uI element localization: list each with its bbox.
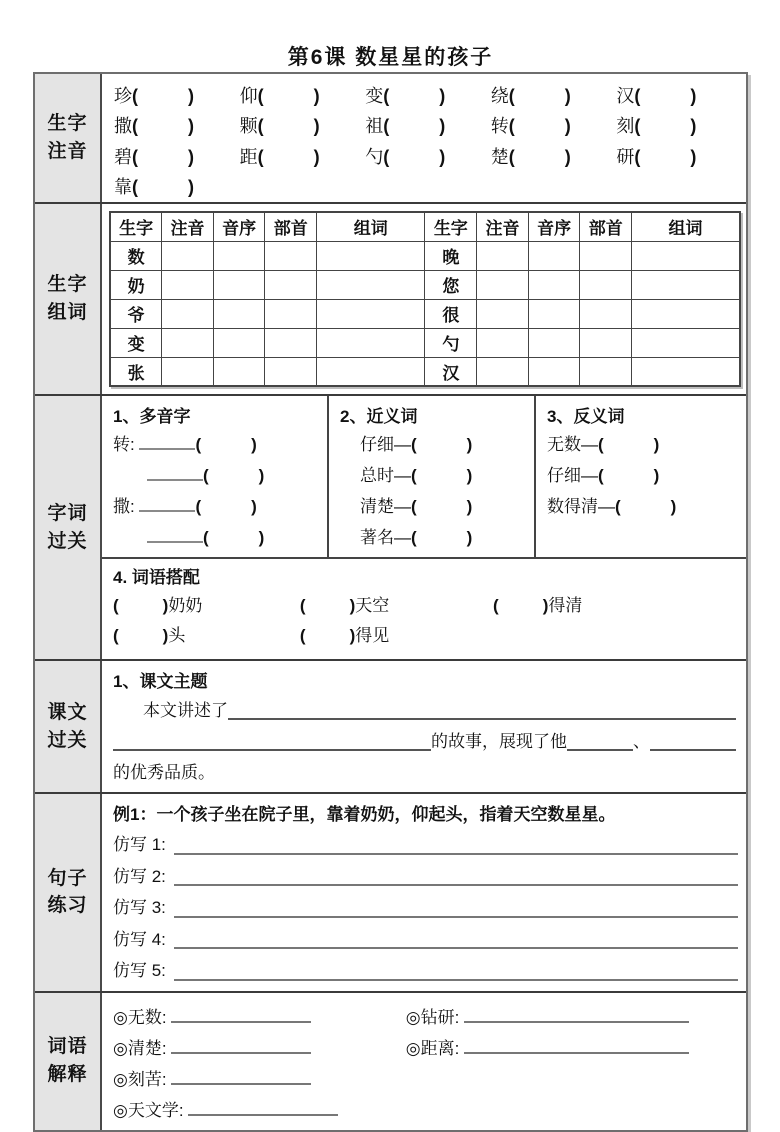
collocation-word: 得清 [548, 596, 583, 615]
definition-row [113, 1002, 736, 1033]
theme-line-1 [113, 695, 736, 726]
character: 祖 [365, 116, 384, 137]
polyphone-line [113, 491, 323, 522]
theme-text: 本文讲述了 [143, 701, 228, 720]
empty-cell [528, 299, 580, 328]
paren-open: ( [299, 596, 306, 615]
paren-close: ) [466, 497, 473, 516]
empty-cell [632, 357, 740, 386]
blank-line [174, 916, 738, 918]
antonym-word: 数得清— [547, 497, 615, 516]
separator: 、 [633, 732, 650, 751]
pinyin-item [114, 142, 240, 172]
paren-close: ) [564, 116, 571, 137]
pinyin-grid [102, 74, 746, 202]
blank-line [174, 979, 738, 981]
paren-open: ( [411, 528, 417, 547]
imitation-line [113, 892, 738, 924]
blank-line [464, 1040, 689, 1054]
blank-line [174, 884, 738, 886]
char-cell: 勺 [425, 328, 477, 357]
paren-close: ) [439, 86, 446, 106]
bullet-icon: ◎ [113, 1100, 128, 1120]
bullet-icon: ◎ [405, 1038, 421, 1058]
char-cell: 爷 [110, 299, 162, 328]
collocation-block [102, 557, 746, 659]
blank-line [650, 749, 736, 751]
definition-word: 刻苦: [127, 1069, 167, 1089]
character: 距 [239, 146, 258, 167]
paren-close: ) [313, 146, 320, 167]
paren-open: ( [598, 466, 604, 485]
paren-close: ) [466, 466, 473, 485]
char-cell: 张 [110, 357, 162, 386]
empty-cell [213, 270, 265, 299]
pinyin-item [114, 81, 240, 111]
pinyin-item [365, 142, 491, 172]
section-label-text: 生字注音 [47, 113, 88, 162]
worksheet-table [33, 72, 748, 1132]
definition-item [406, 1002, 689, 1033]
collocation-item [493, 591, 736, 620]
empty-cell [265, 241, 317, 270]
empty-cell [265, 357, 317, 386]
pinyin-item [240, 142, 366, 172]
character: 珍 [114, 86, 132, 106]
paren-close: ) [690, 116, 697, 137]
sentence-practice-content [102, 794, 746, 991]
section-label-text: 句子练习 [47, 867, 88, 917]
bullet-icon: ◎ [113, 1069, 128, 1089]
paren-open: ( [634, 86, 641, 106]
character: 刻 [616, 116, 635, 137]
paren-close: ) [466, 528, 473, 547]
theme-text: 的故事，展现了他 [431, 732, 567, 751]
imitation-label: 仿写 5: [113, 961, 166, 980]
paren-close: ) [439, 116, 446, 137]
paren-close: ) [251, 435, 257, 454]
pinyin-item [240, 81, 366, 111]
polyphone-line [113, 429, 323, 460]
empty-cell [580, 357, 632, 386]
paren-open: ( [411, 497, 417, 516]
synonym-line [340, 429, 530, 460]
paren-open: ( [493, 596, 499, 615]
paren-close: ) [653, 435, 660, 454]
polyphone-column [102, 396, 329, 557]
paren-open: ( [615, 497, 621, 516]
polyphone-title: 1、多音字 [113, 407, 191, 426]
character: 楚 [490, 146, 509, 167]
blank-line [228, 718, 736, 720]
collocation-item [113, 621, 300, 650]
synonym-word: 总时— [360, 466, 411, 485]
empty-cell [580, 241, 632, 270]
empty-cell [528, 241, 580, 270]
section-label-words-drill [35, 396, 102, 659]
paren-open: ( [299, 626, 306, 645]
character: 转 [490, 116, 509, 137]
text-theme-content [102, 661, 746, 792]
paren-close: ) [439, 146, 446, 167]
table-row [110, 241, 740, 270]
imitation-label: 仿写 2: [113, 866, 166, 886]
empty-cell [317, 357, 425, 386]
empty-cell [162, 328, 214, 357]
blank-line [147, 467, 203, 481]
collocation-row [113, 591, 736, 620]
paren-close: ) [188, 176, 194, 197]
empty-cell [528, 357, 580, 386]
empty-cell [632, 328, 740, 357]
character: 颗 [239, 116, 258, 137]
pinyin-item [616, 142, 742, 172]
empty-cell [213, 328, 265, 357]
antonym-title: 3、反义词 [547, 407, 625, 426]
blank-line [171, 1009, 311, 1023]
col-header: 生字 [425, 212, 477, 241]
paren-open: ( [257, 86, 264, 106]
empty-cell [477, 299, 529, 328]
paren-open: ( [634, 146, 641, 167]
section-label-definitions [35, 993, 102, 1130]
synonym-line [340, 491, 530, 522]
synonym-column [329, 396, 536, 557]
paren-open: ( [383, 86, 390, 106]
blank-line [139, 498, 195, 512]
paren-open: ( [195, 497, 202, 516]
definitions-content [102, 993, 746, 1130]
antonym-line [547, 429, 742, 460]
paren-close: ) [258, 466, 265, 485]
section-label-sentence-practice [35, 794, 102, 991]
paren-open: ( [598, 435, 604, 454]
paren-open: ( [132, 116, 138, 137]
blank-line [464, 1009, 689, 1023]
col-header: 注音 [477, 212, 529, 241]
col-header: 注音 [162, 212, 214, 241]
collocation-word: 奶奶 [168, 596, 203, 615]
words-drill-content [102, 396, 746, 659]
paren-open: ( [634, 116, 641, 137]
pinyin-item [365, 111, 491, 141]
paren-close: ) [564, 146, 571, 167]
character: 绕 [490, 86, 509, 106]
polyphone-char: 转: [113, 435, 135, 454]
character: 变 [365, 86, 384, 106]
table-row [110, 299, 740, 328]
paren-close: ) [188, 146, 194, 167]
collocation-item [113, 591, 300, 620]
definition-item [406, 1033, 689, 1064]
table-row [110, 357, 740, 386]
empty-cell [528, 328, 580, 357]
character: 勺 [365, 146, 384, 167]
antonym-word: 仔细— [547, 466, 598, 485]
paren-open: ( [508, 116, 515, 137]
paren-close: ) [258, 528, 265, 547]
blank-line [188, 1102, 338, 1116]
col-header: 音序 [528, 212, 580, 241]
col-header: 音序 [213, 212, 265, 241]
imitation-line [113, 861, 738, 893]
empty-cell [317, 299, 425, 328]
paren-close: ) [162, 626, 169, 645]
blank-line [567, 749, 633, 751]
empty-cell [213, 299, 265, 328]
theme-title: 1、课文主题 [113, 672, 208, 691]
pinyin-item [114, 172, 240, 202]
paren-open: ( [508, 86, 515, 106]
empty-cell [477, 328, 529, 357]
empty-cell [477, 357, 529, 386]
empty-cell [528, 270, 580, 299]
paren-close: ) [162, 596, 169, 615]
definition-item [113, 1095, 406, 1126]
paren-open: ( [383, 146, 390, 167]
paren-open: ( [132, 146, 138, 167]
collocation-item [300, 591, 493, 620]
pinyin-item [491, 111, 617, 141]
definition-word: 清楚: [127, 1038, 167, 1058]
antonym-word: 无数— [547, 435, 598, 454]
imitation-line [113, 955, 738, 987]
synonym-word: 仔细— [360, 435, 411, 454]
char-cell: 您 [425, 270, 477, 299]
paren-open: ( [411, 435, 417, 454]
empty-cell [265, 328, 317, 357]
paren-open: ( [411, 466, 417, 485]
empty-cell [580, 328, 632, 357]
example-sentence: 例1：一个孩子坐在院子里，靠着奶奶，仰起头，指着天空数星星。 [113, 805, 616, 824]
paren-open: ( [113, 626, 119, 645]
paren-close: ) [188, 116, 194, 137]
paren-open: ( [113, 596, 119, 615]
char-cell: 很 [425, 299, 477, 328]
empty-cell [317, 241, 425, 270]
theme-line-2 [113, 726, 736, 757]
paren-close: ) [188, 86, 194, 106]
bullet-icon: ◎ [405, 1007, 421, 1027]
bullet-icon: ◎ [113, 1038, 128, 1058]
theme-line-3 [113, 757, 736, 788]
definition-word: 天文学: [127, 1100, 184, 1120]
paren-close: ) [670, 497, 677, 516]
empty-cell [580, 299, 632, 328]
table-row [110, 328, 740, 357]
pinyin-item [114, 111, 240, 141]
collocation-title: 4. 词语搭配 [113, 568, 200, 587]
empty-cell [213, 241, 265, 270]
char-cell: 数 [110, 241, 162, 270]
synonym-word: 著名— [360, 528, 411, 547]
definition-item [113, 1033, 406, 1064]
polyphone-line [113, 460, 323, 491]
definition-row [113, 1064, 736, 1095]
empty-cell [265, 270, 317, 299]
paren-close: ) [542, 596, 549, 615]
section-label-text: 课文过关 [47, 701, 88, 751]
blank-line [174, 853, 738, 855]
blank-line [171, 1040, 311, 1054]
indent [113, 695, 143, 726]
section-text-theme [35, 659, 746, 792]
paren-close: ) [653, 466, 660, 485]
paren-close: ) [690, 146, 697, 167]
empty-cell [213, 357, 265, 386]
imitation-label: 仿写 3: [113, 898, 166, 917]
empty-cell [265, 299, 317, 328]
imitation-line [113, 924, 738, 956]
col-header: 部首 [580, 212, 632, 241]
paren-open: ( [508, 146, 515, 167]
collocation-word: 头 [168, 626, 186, 645]
table-header-row [110, 212, 740, 241]
paren-close: ) [349, 626, 356, 645]
col-header: 生字 [110, 212, 162, 241]
col-header: 组词 [632, 212, 740, 241]
paren-open: ( [203, 528, 209, 547]
bullet-icon: ◎ [113, 1007, 128, 1027]
paren-open: ( [383, 116, 390, 137]
paren-close: ) [313, 86, 320, 106]
char-cell: 汉 [425, 357, 477, 386]
definition-item [113, 1002, 406, 1033]
words-drill-columns [102, 396, 746, 557]
collocation-word: 得见 [355, 626, 390, 645]
imitation-label: 仿写 4: [113, 929, 166, 949]
definition-row [113, 1033, 736, 1064]
antonym-column [536, 396, 746, 557]
paren-open: ( [203, 466, 209, 485]
paren-close: ) [349, 596, 356, 615]
synonym-line [340, 460, 530, 491]
empty-cell [162, 241, 214, 270]
paren-open: ( [257, 116, 264, 137]
blank-line [171, 1071, 311, 1085]
polyphone-char: 撒: [113, 497, 135, 516]
collocation-row [113, 621, 736, 650]
word-building-table [109, 211, 741, 387]
paren-close: ) [313, 116, 320, 137]
section-sentence-practice [35, 792, 746, 991]
section-label-text: 字词过关 [47, 502, 88, 552]
collocation-word: 天空 [355, 596, 390, 615]
table-row [110, 270, 740, 299]
paren-close: ) [690, 86, 697, 106]
char-cell: 变 [110, 328, 162, 357]
definition-item [113, 1064, 406, 1095]
section-word-building [35, 202, 746, 394]
synonym-line [340, 522, 530, 553]
synonym-title: 2、近义词 [340, 407, 418, 426]
empty-cell [162, 299, 214, 328]
empty-cell [632, 299, 740, 328]
character: 仰 [239, 86, 258, 106]
section-pinyin [35, 74, 746, 202]
pinyin-item [491, 81, 617, 111]
char-cell: 奶 [110, 270, 162, 299]
character: 碧 [114, 146, 132, 167]
section-label-word-building [35, 204, 102, 394]
page-title: 第6课 数星星的孩子 [287, 46, 494, 69]
empty-cell [162, 357, 214, 386]
section-label-text-theme [35, 661, 102, 792]
paren-open: ( [132, 176, 138, 197]
synonym-word: 清楚— [360, 497, 411, 516]
empty-cell [580, 270, 632, 299]
col-header: 部首 [265, 212, 317, 241]
empty-cell [632, 270, 740, 299]
pinyin-item [616, 111, 742, 141]
antonym-line [547, 491, 742, 522]
definition-word: 钻研: [420, 1007, 460, 1027]
empty-cell [477, 241, 529, 270]
theme-text: 的优秀品质。 [113, 763, 215, 782]
paren-open: ( [132, 86, 138, 106]
empty-cell [317, 328, 425, 357]
character: 靠 [114, 176, 132, 197]
character: 研 [616, 146, 635, 167]
character: 汉 [616, 86, 635, 106]
paren-open: ( [195, 435, 202, 454]
word-building-content [102, 204, 746, 394]
section-label-text: 生字组词 [47, 274, 88, 323]
collocation-item [300, 621, 493, 650]
imitation-line [113, 829, 738, 861]
section-label-pinyin [35, 74, 102, 202]
paren-open: ( [257, 146, 264, 167]
pinyin-item [491, 142, 617, 172]
blank-line [113, 749, 431, 751]
paren-close: ) [466, 435, 473, 454]
character: 撒 [114, 116, 132, 137]
empty-cell [632, 241, 740, 270]
empty-cell [162, 270, 214, 299]
section-words-drill [35, 394, 746, 659]
paren-close: ) [564, 86, 571, 106]
polyphone-line [113, 522, 323, 553]
pinyin-item [240, 111, 366, 141]
imitation-label: 仿写 1: [113, 835, 166, 854]
empty-cell [477, 270, 529, 299]
blank-line [147, 529, 203, 543]
definition-row [113, 1095, 736, 1126]
pinyin-item [365, 81, 491, 111]
definition-word: 距离: [420, 1038, 460, 1058]
section-definitions [35, 991, 746, 1130]
col-header: 组词 [317, 212, 425, 241]
blank-line [174, 947, 738, 949]
section-label-text: 词语解释 [47, 1036, 88, 1085]
blank-line [139, 436, 195, 450]
char-cell: 晚 [425, 241, 477, 270]
paren-close: ) [251, 497, 257, 516]
pinyin-item [616, 81, 742, 111]
antonym-line [547, 460, 742, 491]
empty-cell [317, 270, 425, 299]
definition-word: 无数: [127, 1007, 167, 1027]
